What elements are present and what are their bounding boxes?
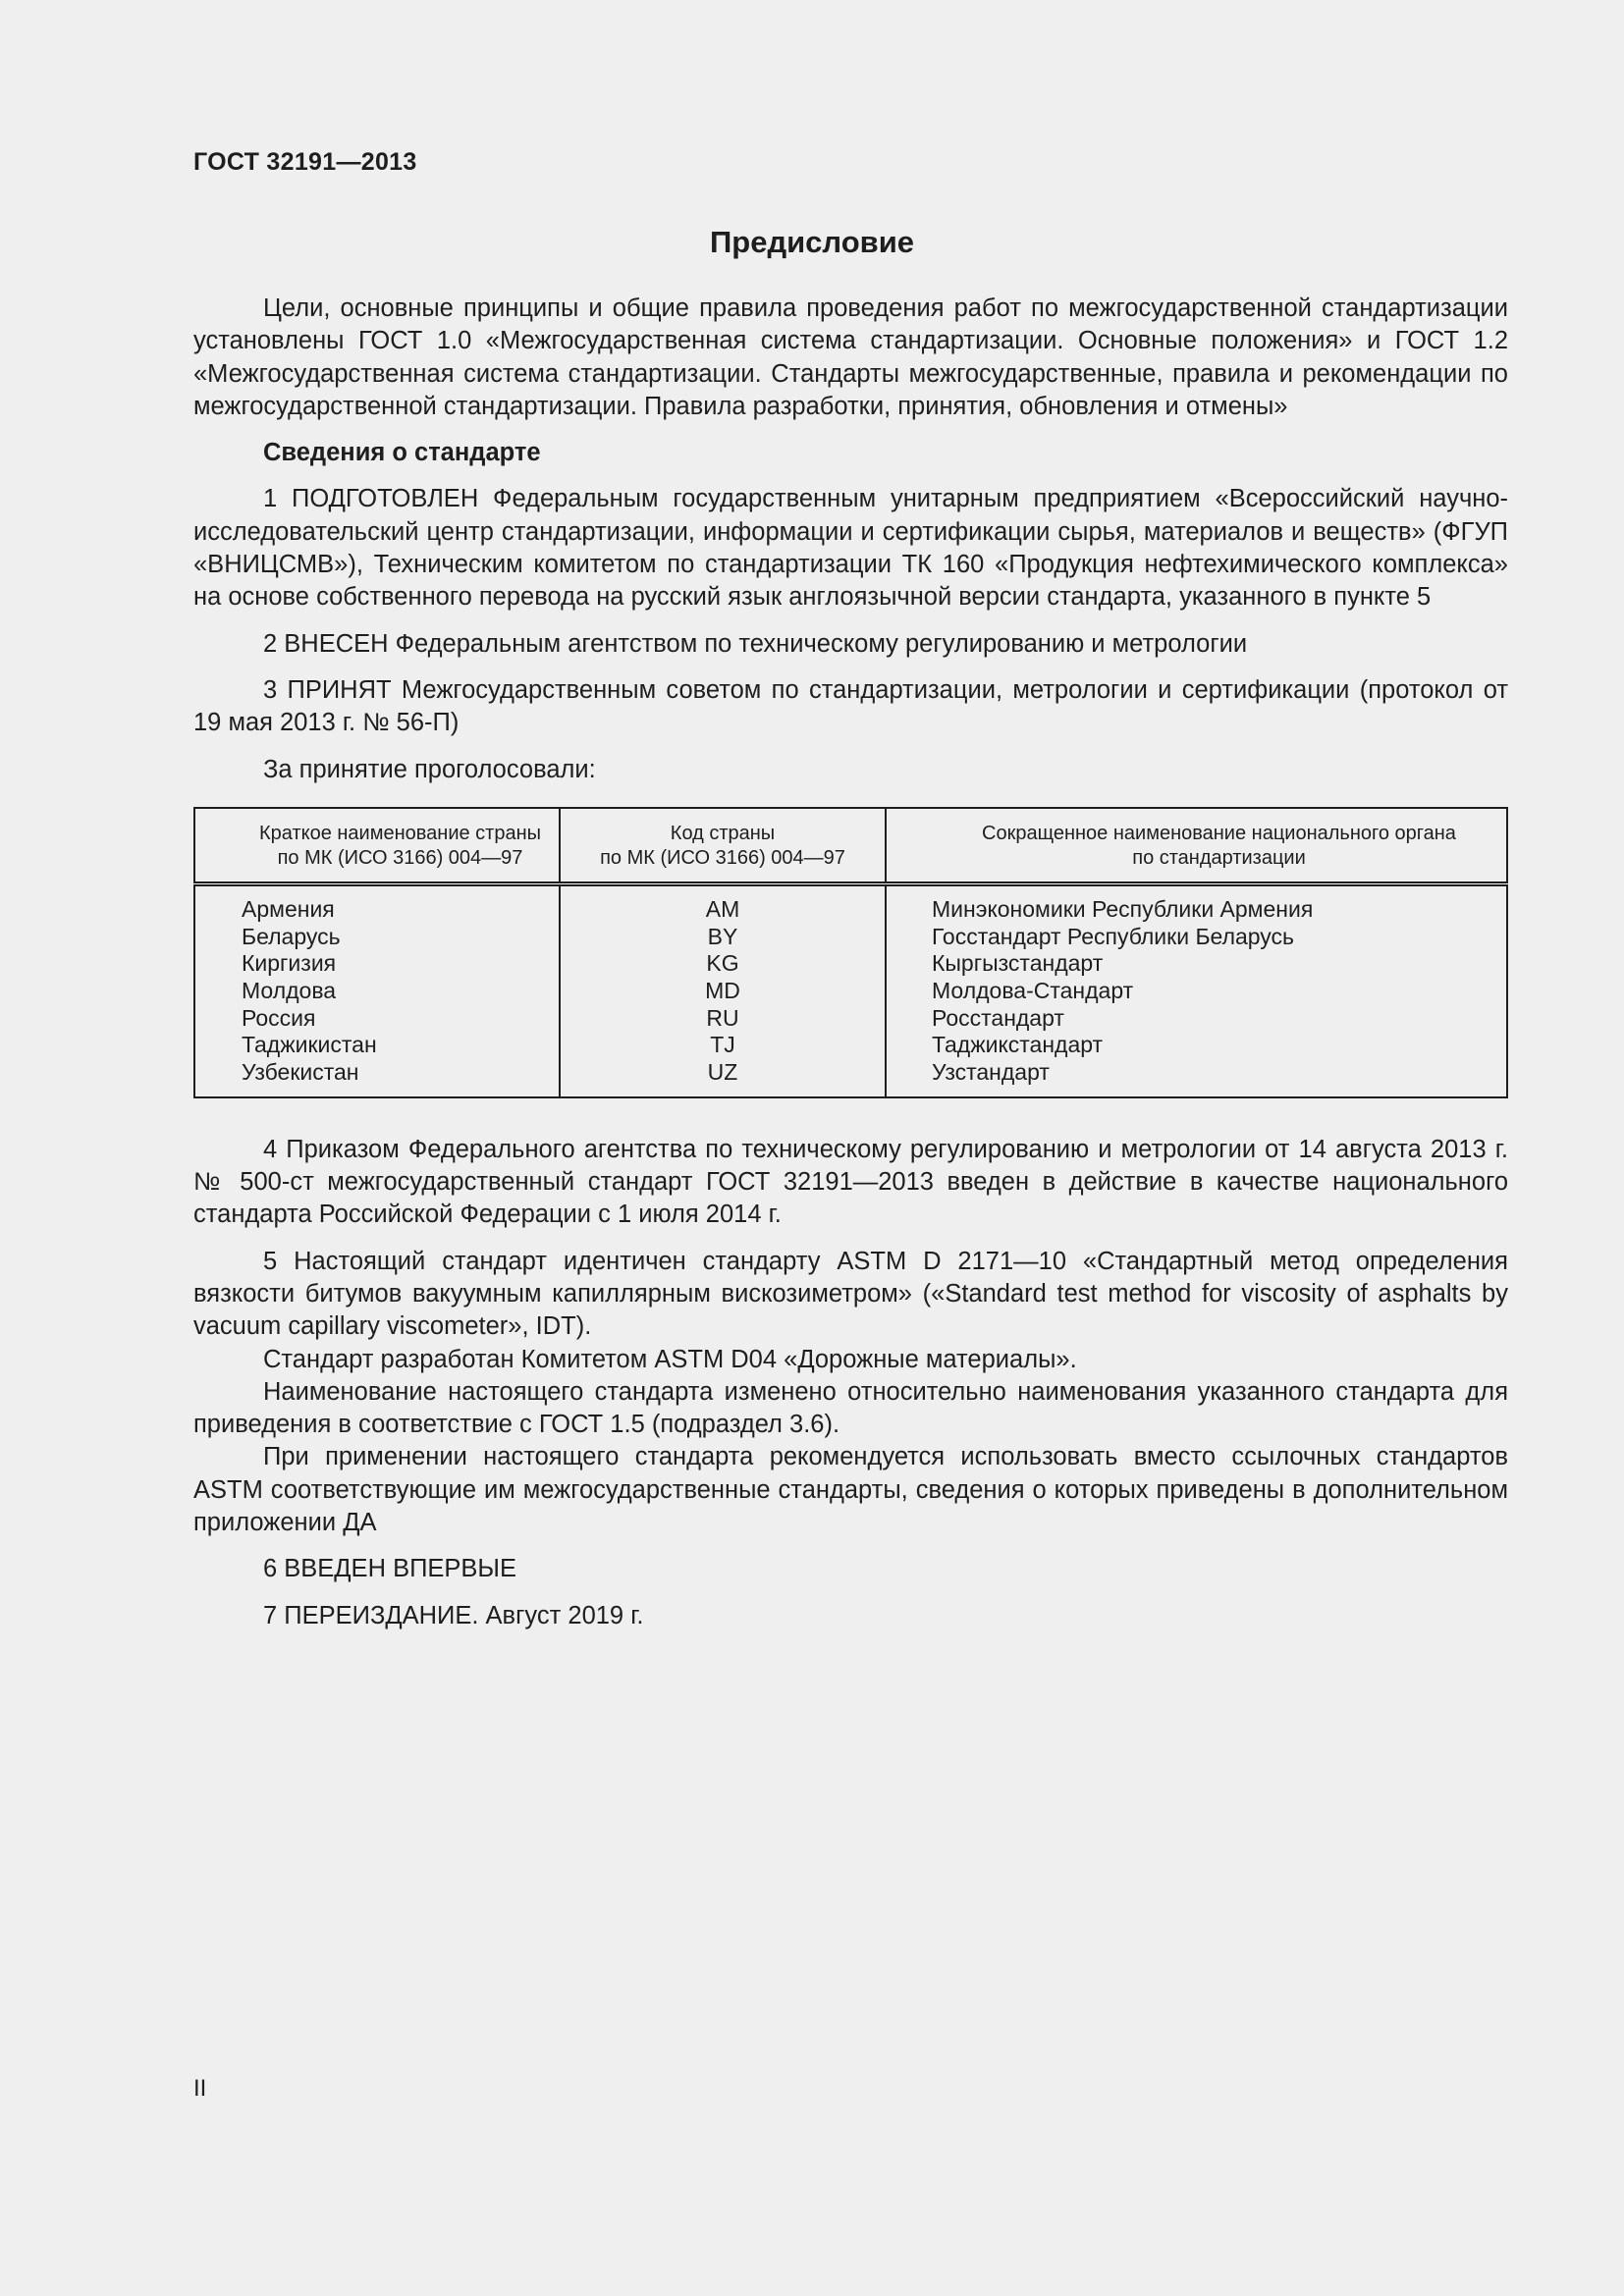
item-6-paragraph: 6 ВВЕДЕН ВПЕРВЫЕ: [263, 1555, 517, 1583]
country-column: [194, 883, 560, 1096]
page-title: Предисловие: [709, 225, 914, 259]
country-name: Киргизия: [242, 950, 337, 977]
country-name: Армения: [242, 895, 335, 922]
country-name: Молдова: [242, 977, 337, 1003]
document-body: [193, 293, 1508, 1646]
standards-body-name: Росстандарт: [932, 1004, 1064, 1031]
code-column: [560, 883, 886, 1096]
item-3-paragraph: 3 ПРИНЯТ Межгосударственным советом по стандартизации, метрологии и сертификации (протокол от 19 мая 2013 г. № 56-П): [193, 675, 1508, 737]
standards-body-name: Таджикстандарт: [932, 1032, 1104, 1058]
header-country: [194, 808, 560, 884]
standards-body-name: Госстандарт Республики Беларусь: [932, 923, 1295, 949]
item-7-paragraph: 7 ПЕРЕИЗДАНИЕ. Август 2019 г.: [263, 1601, 644, 1629]
country-code: BY: [707, 923, 738, 949]
standards-body-name: Кыргызстандарт: [932, 950, 1104, 977]
table-header-row: [194, 808, 1507, 884]
header-code-line: Код страны: [670, 822, 776, 844]
table-row: [194, 883, 1507, 1096]
header-body-line: по стандартизации: [1132, 846, 1306, 869]
country-code: AM: [705, 895, 740, 922]
intro-paragraph: Цели, основные принципы и общие правила проведения работ по межгосударственной стандартизации установлены ГОСТ 1.0 «Межгосударственная система стандартизации. Основные положения» и ГОСТ 1.2 «Межгосударственная система стандартизации. Стандарты межгосударственные, правила и рекомендации по межгосударственной стандартизации. Правила разработки, принятия, обновления и отмены»: [193, 294, 1508, 420]
header-country-line: по МК (ИСО 3166) 004—97: [277, 846, 523, 869]
voting-countries-table: [193, 807, 1508, 1098]
item-5-note-committee: Стандарт разработан Комитетом ASTM D04 «Дорожные материалы».: [263, 1345, 1077, 1373]
country-name: Беларусь: [242, 923, 341, 949]
header-code-line: по МК (ИСО 3166) 004—97: [600, 846, 845, 869]
standards-body-name: Молдова-Стандарт: [932, 977, 1134, 1003]
header-body-line: Сокращенное наименование национального органа: [982, 822, 1456, 844]
country-code: RU: [706, 1004, 739, 1031]
vote-intro: За принятие проголосовали:: [263, 755, 596, 783]
item-2-paragraph: 2 ВНЕСЕН Федеральным агентством по техническому регулированию и метрологии: [263, 629, 1248, 658]
header-code: [560, 808, 886, 884]
country-code: MD: [705, 977, 740, 1003]
standards-body-name: Узстандарт: [932, 1059, 1050, 1086]
item-5-note-references: При применении настоящего стандарта рекомендуется использовать вместо ссылочных стандартов ASTM соответствующие им межгосударственные стандарты, сведения о которых приведены в дополнительном приложении ДА: [193, 1443, 1508, 1537]
country-name: Россия: [242, 1004, 316, 1031]
document-code: ГОСТ 32191—2013: [193, 148, 417, 176]
country-code: KG: [706, 950, 739, 977]
country-name: Узбекистан: [242, 1059, 359, 1086]
country-code: UZ: [707, 1059, 738, 1086]
standards-body-name: Минэкономики Республики Армения: [932, 895, 1314, 922]
header-country-line: Краткое наименование страны: [258, 822, 542, 844]
header-body: [886, 808, 1507, 884]
standards-body-column: [886, 883, 1507, 1096]
item-5-note-title-change: Наименование настоящего стандарта изменено относительно наименования указанного стандарта для приведения в соответствие с ГОСТ 1.5 (подраздел 3.6).: [193, 1377, 1508, 1439]
item-4-paragraph: 4 Приказом Федерального агентства по техническому регулированию и метрологии от 14 августа 2013 г. № 500-ст межгосударственный стандарт ГОСТ 32191—2013 введен в действие в качестве национального стандарта Российской Федерации с 1 июля 2014 г.: [193, 1135, 1508, 1229]
country-code: TJ: [710, 1032, 735, 1058]
country-name: Таджикистан: [242, 1032, 377, 1058]
section-heading: Сведения о стандарте: [263, 439, 541, 467]
item-5-paragraph: 5 Настоящий стандарт идентичен стандарту ASTM D 2171—10 «Стандартный метод определения вязкости битумов вакуумным капиллярным вискозиметром» («Standard test method for viscosity of asphalts by vacuum capillary viscometer», IDT).: [193, 1247, 1508, 1341]
item-1-paragraph: 1 ПОДГОТОВЛЕН Федеральным государственным унитарным предприятием «Всероссийский научно-исследовательский центр стандартизации, информации и сертификации сырья, материалов и веществ» (ФГУП «ВНИЦСМВ»), Техническим комитетом по стандартизации ТК 160 «Продукция нефтехимического комплекса» на основе собственного перевода на русский язык англоязычной версии стандарта, указанного в пункте 5: [193, 485, 1508, 612]
page-number: II: [193, 2075, 207, 2102]
